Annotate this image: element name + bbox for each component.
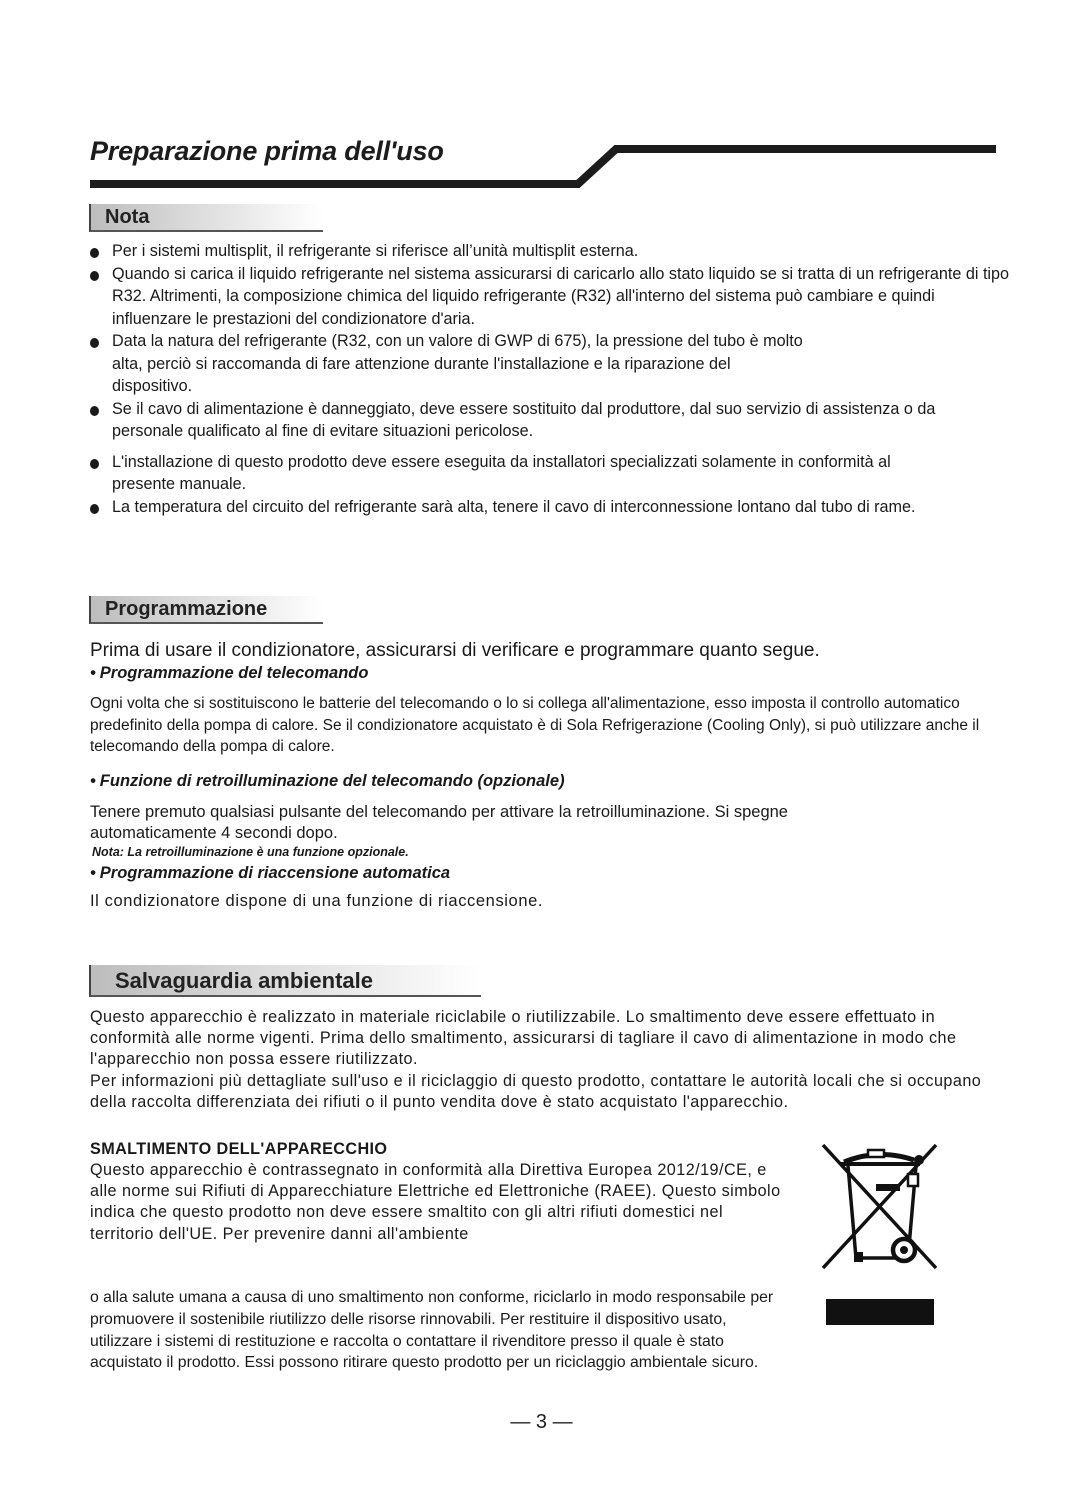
bullet-icon bbox=[90, 406, 99, 416]
section-heading-nota bbox=[89, 204, 323, 232]
bullet-icon bbox=[90, 338, 99, 348]
nota-bullet-list bbox=[90, 240, 1010, 518]
note-retroilluminazione: Nota: La retroilluminazione è una funzione opzionale. bbox=[92, 845, 409, 859]
bullet-icon bbox=[90, 248, 99, 258]
page-number: — 3 — bbox=[510, 1411, 573, 1433]
list-item: Data la natura del refrigerante (R32, con un valore di GWP di 675), la pressione del tubo è molto alta, perciò si raccomanda di fare attenzione durante l'installazione e la riparazione del dispositivo. bbox=[90, 330, 1010, 398]
section-heading-label: Programmazione bbox=[105, 598, 268, 620]
section-heading-label: Salvaguardia ambientale bbox=[115, 968, 373, 993]
bullet-icon: • bbox=[90, 664, 96, 682]
paragraph-salvaguardia-1: Questo apparecchio è realizzato in materiale riciclabile o riutilizzabile. Lo smaltimento deve essere effettuato in conformità alle norme vigenti. Prima dello smaltimento, assicurarsi di tagliare il cavo di alimentazione in modo che l'apparecchio non possa essere riutilizzato. bbox=[90, 1008, 957, 1069]
subheading-telecomando: • Programmazione del telecomando bbox=[90, 664, 369, 682]
programmazione-intro: Prima di usare il condizionatore, assicurarsi di verificare e programmare quanto segue. bbox=[90, 640, 820, 661]
subheading-riaccensione: • Programmazione di riaccensione automatica bbox=[90, 864, 451, 882]
page-title: Preparazione prima dell'uso bbox=[90, 136, 444, 166]
list-item: La temperatura del circuito del refrigerante sarà alta, tenere il cavo di interconnessione lontano dal tubo di rame. bbox=[90, 496, 1010, 519]
bullet-icon bbox=[90, 504, 99, 514]
paragraph-riaccensione: Il condizionatore dispone di una funzione di riaccensione. bbox=[90, 892, 544, 910]
bullet-icon: • bbox=[90, 772, 96, 790]
section-heading-programmazione bbox=[89, 596, 323, 624]
list-item: Per i sistemi multisplit, il refrigerante si riferisce all’unità multisplit esterna. bbox=[90, 240, 1010, 263]
bullet-icon: • bbox=[90, 864, 96, 882]
paragraph-telecomando: Ogni volta che si sostituiscono le batterie del telecomando o lo si collega all'alimentazione, esso imposta il controllo automatico predefinito della pompa di calore. Se il condizionatore acquistato è di Sola Refrigerazione (Cooling Only), si può utilizzare anche il telecomando della pompa di calore. bbox=[90, 695, 980, 755]
list-item: Quando si carica il liquido refrigerante nel sistema assicurarsi di caricarlo allo stato liquido se si tratta di un refrigerante di tipo R32. Altrimenti, la composizione chimica del liquido refrigerante (R32) all'interno del sistema può cambiare e quindi influenzare le prestazioni del condizionatore d'aria. bbox=[90, 263, 1010, 331]
list-item: Se il cavo di alimentazione è danneggiato, deve essere sostituito dal produttore, dal suo servizio di assistenza o da personale qualificato al fine di evitare situazioni pericolose. bbox=[90, 398, 1010, 443]
subheading-retroilluminazione: • Funzione di retroilluminazione del telecomando (opzionale) bbox=[90, 772, 565, 790]
paragraph-salvaguardia-2: Per informazioni più dettagliate sull'uso e il riciclaggio di questo prodotto, contattare le autorità locali che si occupano della raccolta differenziata dei rifiuti o il punto vendita dove è stato acquistato l'apparecchio. bbox=[90, 1072, 982, 1112]
section-heading-label: Nota bbox=[105, 206, 150, 228]
paragraph-disposal-1: Questo apparecchio è contrassegnato in conformità alla Direttiva Europea 2012/19/CE, e alle norme sui Rifiuti di Apparecchiature Elettriche ed Elettroniche (RAEE). Questo simbolo indica che questo prodotto non deve essere smaltito con gli altri rifiuti domestici nel territorio dell'UE. Per prevenire danni all'ambiente bbox=[90, 1161, 781, 1243]
paragraph-retroilluminazione: Tenere premuto qualsiasi pulsante del telecomando per attivare la retroilluminazione. Si spegne automaticamente 4 secondi dopo. bbox=[90, 803, 788, 842]
weee-crossed-bin-icon bbox=[818, 1140, 943, 1330]
bullet-icon bbox=[90, 459, 99, 469]
disposal-heading: SMALTIMENTO DELL'APPARECCHIO bbox=[90, 1140, 388, 1158]
paragraph-disposal-2: o alla salute umana a causa di uno smaltimento non conforme, riciclarlo in modo responsabile per promuovere il sostenibile riutilizzo delle risorse rinnovabili. Per restituire il dispositivo usato, utilizzare i sistemi di restituzione e raccolta o contattare il rivenditore presso il quale è stato acquistato il prodotto. Essi possono ritirare questo prodotto per un riciclaggio ambientale sicuro. bbox=[90, 1289, 774, 1372]
bullet-icon bbox=[90, 271, 99, 281]
section-heading-salvaguardia bbox=[89, 965, 481, 997]
list-item: L'installazione di questo prodotto deve essere eseguita da installatori specializzati solamente in conformità al presente manuale. bbox=[90, 451, 1010, 496]
title-underline-rule bbox=[0, 0, 1083, 200]
